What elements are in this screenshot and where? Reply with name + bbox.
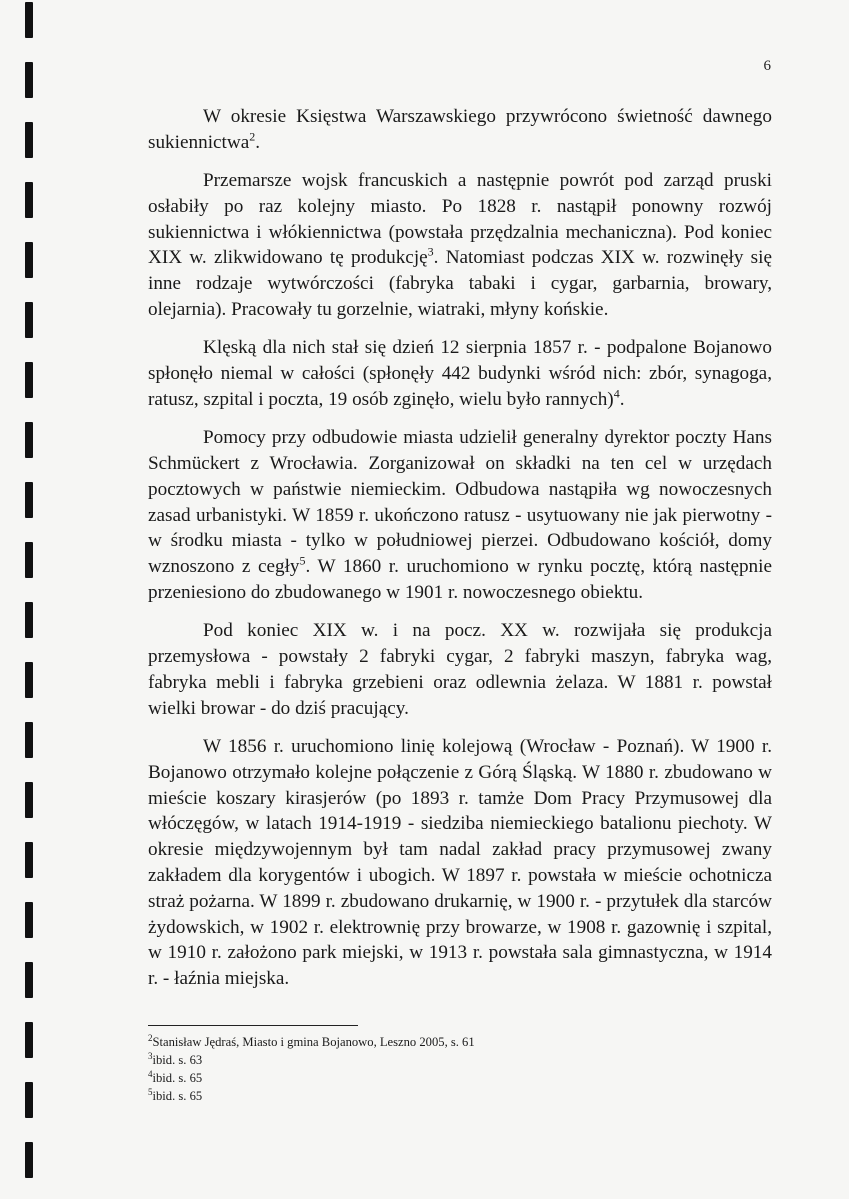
footnote-number: 4 (148, 1068, 153, 1079)
binding-hole-mark (25, 842, 33, 878)
paragraph (148, 425, 772, 606)
footnote (148, 1051, 748, 1069)
page-number: 6 (763, 58, 771, 74)
binding-hole-mark (25, 182, 33, 218)
footnote-text: Stanisław Jędraś, Miasto i gmina Bojanowo, Leszno 2005, s. 61 (152, 1035, 475, 1049)
binding-hole-mark (25, 122, 33, 158)
footnote-ref: 5 (299, 553, 306, 568)
binding-hole-mark (25, 962, 33, 998)
binding-marks (0, 0, 40, 1199)
binding-hole-mark (25, 422, 33, 458)
paragraph-text-cont: . W 1860 r. uruchomiono w rynku pocztę, którą następnie przeniesiono do zbudowanego w 1901 r. nowoczesnego obiektu. (148, 556, 772, 604)
binding-hole-mark (25, 722, 33, 758)
paragraph (148, 104, 772, 156)
paragraph-text: Przemarsze wojsk francuskich a następnie powrót pod zarząd pruski osłabiły po raz kolejny miasto. Po 1828 r. nastąpił ponowny rozwój sukiennictwa i włókiennictwa (powstała przędzalnia mechaniczna). Pod koniec XIX w. zlikwidowano tę produkcję (148, 170, 772, 269)
binding-hole-mark (25, 362, 33, 398)
paragraph-text: Pod koniec XIX w. i na pocz. XX w. rozwijała się produkcja przemysłowa - powstały 2 fabryki cygar, 2 fabryki maszyn, fabryka wag, fabryka mebli i fabryka grzebieni oraz odlewnia żelaza. W 1881 r. powstał wielki browar - do dziś pracujący. (148, 620, 772, 719)
footnote-number: 3 (148, 1050, 153, 1061)
footnote-text: ibid. s. 65 (152, 1071, 203, 1085)
footnote-ref: 2 (249, 129, 256, 144)
footnote-text: ibid. s. 65 (152, 1089, 203, 1103)
binding-hole-mark (25, 302, 33, 338)
paragraph-text: Klęską dla nich stał się dzień 12 sierpnia 1857 r. - podpalone Bojanowo spłonęło niemal w całości (spłonęły 442 budynki wśród nich: zbór, synagoga, ratusz, szpital i poczta, 19 osób zginęło, wielu było rannych) (148, 337, 772, 410)
binding-hole-mark (25, 662, 33, 698)
binding-hole-mark (25, 482, 33, 518)
footnote-text: ibid. s. 63 (152, 1053, 203, 1067)
footnotes (148, 1033, 748, 1105)
binding-hole-mark (25, 1022, 33, 1058)
footnote (148, 1069, 748, 1087)
paragraph-text: W 1856 r. uruchomiono linię kolejową (Wrocław - Poznań). W 1900 r. Bojanowo otrzymało kolejne połączenie z Górą Śląską. W 1880 r. zbudowano w mieście koszary kirasjerów (po 1893 r. tamże Dom Pracy Przymusowej dla włóczęgów, w latach 1914-1919 - siedziba niemieckiego batalionu piechoty. W okresie międzywojennym był tam nadal zakład pracy przymusowej zwany zakładem dla korygentów i ubogich. W 1897 r. powstała w mieście ochotnicza straż pożarna. W 1899 r. zbudowano drukarnię, w 1900 r. - przytułek dla starców żydowskich, w 1902 r. elektrownię przy browarze, w 1908 r. gazownię i szpital, w 1910 r. założono park miejski, w 1913 r. powstała sala gimnastyczna, w 1914 r. - łaźnia miejska. (148, 736, 772, 990)
binding-hole-mark (25, 1082, 33, 1118)
footnote (148, 1087, 748, 1105)
paragraph (148, 168, 772, 323)
binding-hole-mark (25, 542, 33, 578)
body-text (148, 104, 772, 1005)
binding-hole-mark (25, 62, 33, 98)
binding-hole-mark (25, 602, 33, 638)
binding-hole-mark (25, 2, 33, 38)
paragraph-text: Pomocy przy odbudowie miasta udzielił generalny dyrektor poczty Hans Schmückert z Wrocławia. Zorganizował on składki na ten cel w urzędach pocztowych w państwie niemieckim. Odbudowa nastąpiła wg nowoczesnych zasad urbanistyki. W 1859 r. ukończono ratusz - usytuowany nie jak pierwotny - w środku miasta - tylko w południowej pierzei. Odbudowano kościół, domy wznoszono z cegły (148, 427, 772, 578)
binding-hole-mark (25, 782, 33, 818)
binding-hole-mark (25, 902, 33, 938)
paragraph (148, 618, 772, 721)
paragraph-text-cont: . (255, 131, 261, 153)
footnote-number: 2 (148, 1032, 153, 1043)
paragraph-text-cont: . Natomiast podczas XIX w. rozwinęły się inne rodzaje wytwórczości (fabryka tabaki i cygar, garbarnia, browary, olejarnia). Pracowały tu gorzelnie, wiatraki, młyny końskie. (148, 247, 772, 321)
footnote (148, 1033, 748, 1051)
footnote-number: 5 (148, 1086, 153, 1097)
footnote-separator (148, 1025, 358, 1026)
footnote-ref: 3 (427, 245, 434, 260)
paragraph (148, 335, 772, 412)
binding-hole-mark (25, 1142, 33, 1178)
paragraph-text: W okresie Księstwa Warszawskiego przywrócono świetność dawnego sukiennictwa (148, 106, 772, 153)
paragraph-text-cont: . (619, 388, 625, 410)
footnote-ref: 4 (613, 386, 620, 401)
binding-hole-mark (25, 242, 33, 278)
paragraph (148, 734, 772, 992)
